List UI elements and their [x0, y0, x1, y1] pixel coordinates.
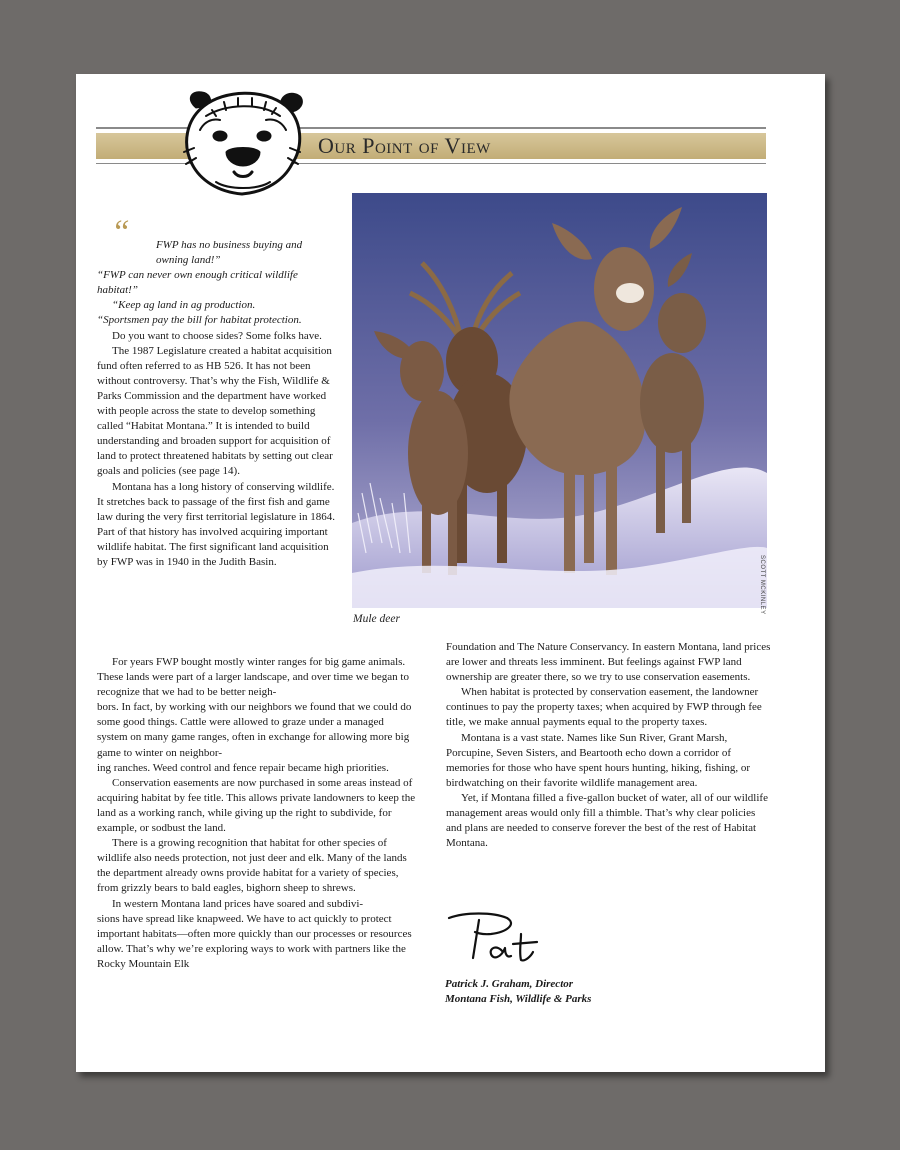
paragraph-3: Montana has a long history of conserving wildlife. It stretches back to passage of the first fish and game law during the very first territorial legislature in 1864. Part of that history has involved acquiring important wildlife habitat. The first significant land acquisition by FWP was in 1940 in the Judith Basin.	[97, 480, 335, 568]
paragraph-8: Foundation and The Nature Conservancy. In eastern Montana, land prices are lower and threats less imminent. But feelings against FWP land ownership are greater there, so we try to use conservation easements.	[446, 641, 771, 684]
paragraph-7: In western Montana land prices have soared and subdivi- sions have spread like knapweed. We have to act quickly to protect important habitats—often more quickly than our processes or resources allow. That’s why we’re exploring ways to work with partners like the Rocky Mountain Elk	[97, 897, 412, 970]
photo-caption: Mule deer	[353, 613, 400, 625]
paragraph-1: Do you want to choose sides? Some folks have.	[112, 329, 322, 342]
pull-quote-second: “FWP can never own enough critical wildlife habitat!”	[97, 269, 298, 297]
opening-quote-mark: “	[111, 214, 130, 251]
pull-quote-third: “Keep ag land in ag production.	[112, 299, 256, 312]
photo-credit: SCOTT MCKINLEY	[759, 555, 765, 615]
page-title: Our Point of View	[318, 133, 491, 158]
paragraph-10: Montana is a vast state. Names like Sun River, Grant Marsh, Porcupine, Seven Sisters, and Beartooth echo down a corridor of memories for those who have spent hours hunting, hiking, fishing, or birdwatching on their favorite wildlife management area.	[446, 731, 750, 789]
paragraph-2: The 1987 Legislature created a habitat acquisition fund often referred to as HB 526. It has not been without controversy. That’s why the Fish, Wildlife & Parks Commission and the department have worked with people across the state to develop something called “Habitat Montana.” It is intended to build understanding and broaden support for acquisition of land to protect threatened habitats by setting out clear goals and policies (see page 14).	[97, 344, 333, 478]
grizzly-bear-head-icon	[176, 86, 308, 198]
handwritten-signature	[445, 908, 555, 968]
pull-quote-fourth: “Sportsmen pay the bill for habitat protection.	[97, 314, 302, 327]
article-column-right	[446, 640, 771, 851]
paragraph-5: Conservation easements are now purchased in some areas instead of acquiring habitat by fee title. This allows private landowners to keep the land as a working ranch, while giving up the right to subdivide, for example, or sodbust the land.	[97, 776, 416, 835]
paragraph-4: For years FWP bought mostly winter ranges for big game animals. These lands were part of a larger landscape, and over time we began to recognize that we had to be better neigh- bors. In fact, by working with our neighbors we found that we could do some good things. Cattle were allowed to graze under a managed system on many game ranges, often in exchange for allowing more big game to winter on neighbor- ing ranches. Weed control and fence repair became high priorities.	[97, 656, 412, 774]
article-column-left-top	[97, 238, 337, 570]
pull-quote-first: FWP has no business buying and owning land!”	[156, 239, 303, 267]
paragraph-6: There is a growing recognition that habitat for other species of wildlife also needs protection, not just deer and elk. Many of the lands the department already owns provide habitat for a variety of species, from grizzly bears to bald eagles, bighorn sheep to shrews.	[97, 837, 407, 895]
article-column-left-bottom	[97, 655, 417, 972]
signature-organization: Montana Fish, Wildlife & Parks	[445, 993, 592, 1005]
signature-name: Patrick J. Graham, Director	[445, 978, 574, 990]
mule-deer-photo	[352, 193, 767, 608]
paragraph-9: When habitat is protected by conservation easement, the landowner continues to pay the property taxes; when acquired by FWP through fee title, we make annual payments equal to the property taxes.	[446, 686, 762, 729]
paragraph-11: Yet, if Montana filled a five-gallon bucket of water, all of our wildlife management areas would only fill a thimble. That’s why clear policies and plans are needed to conserve forever the best of the rest of Habitat Montana.	[446, 791, 768, 850]
